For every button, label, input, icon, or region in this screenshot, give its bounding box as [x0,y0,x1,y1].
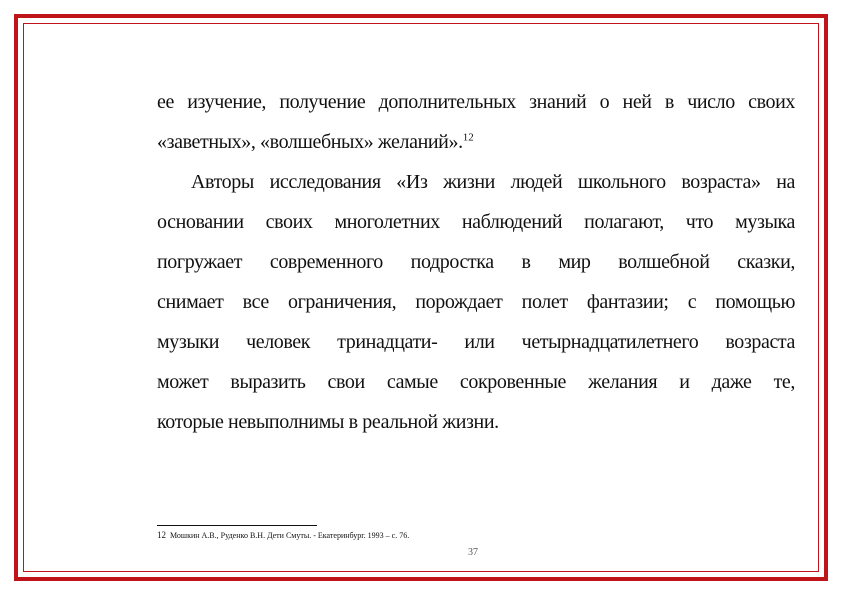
text-line: которые невыполнимы в реальной жизни. [157,411,499,433]
body-text [157,82,795,442]
text-line: ее изучение, получение дополнительных знаний о ней в число своих [157,91,795,113]
text-line: погружает современного подростка в мир волшебной сказки, [157,251,795,273]
text-line: может выразить свои самые сокровенные желания и даже те, [157,371,795,393]
page-number: 37 [468,547,478,558]
footnote [157,530,409,540]
text-line: снимает все ограничения, порождает полет фантазии; с помощью [157,291,795,313]
footnote-separator [157,525,317,526]
text-line: основании своих многолетних наблюдений полагают, что музыка [157,211,795,233]
text-line-with-footnote [157,122,795,162]
footnote-number: 12 [157,530,166,540]
footnote-text: Мошкин А.В., Руденко В.Н. Дети Смуты. - Екатеринбург. 1993 – с. 76. [170,531,410,540]
text-line: «заветных», «волшебных» желаний». [157,131,463,153]
footnote-reference[interactable]: 12 [462,131,474,144]
text-line: музыки человек тринадцати- или четырнадцатилетнего возраста [157,331,795,353]
paragraph-first-line: Авторы исследования «Из жизни людей школьного возраста» на [191,171,795,193]
